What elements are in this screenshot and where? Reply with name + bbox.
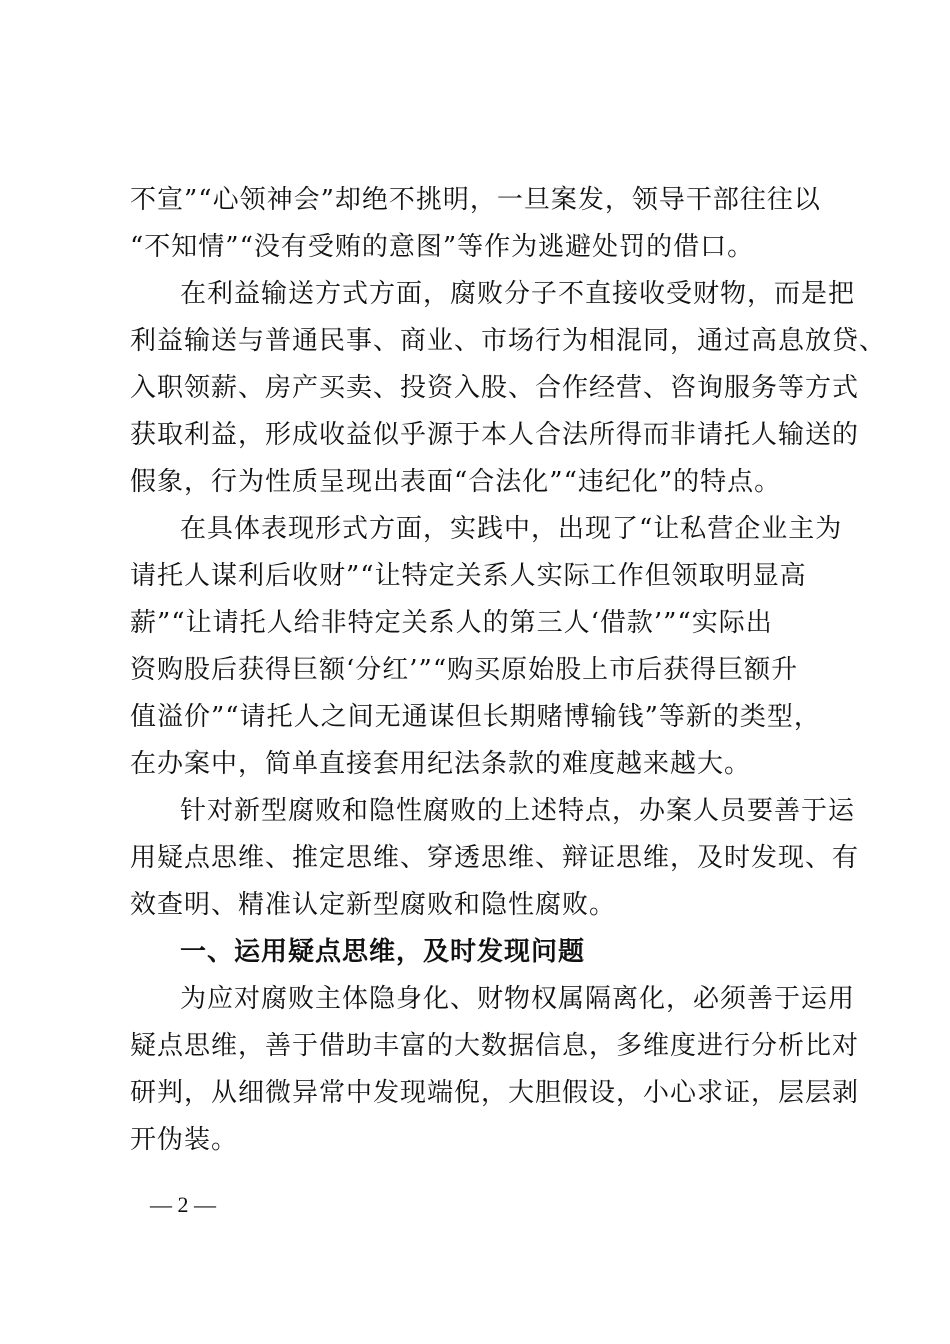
body-text-line: “不知情”“没有受贿的意图”等作为逃避处罚的借口。	[130, 232, 755, 262]
body-text-line: 利益输送与普通民事、商业、市场行为相混同，通过高息放贷、	[130, 326, 887, 356]
body-text-line: 薪”“让请托人给非特定关系人的第三人‘借款’”“实际出	[130, 608, 773, 638]
body-text-line: 为应对腐败主体隐身化、财物权属隔离化，必须善于运用	[180, 984, 856, 1014]
body-text-line: 用疑点思维、推定思维、穿透思维、辩证思维，及时发现、有	[130, 843, 860, 873]
body-text-line: 效查明、精准认定新型腐败和隐性腐败。	[130, 890, 617, 920]
body-text-line: 获取利益，形成收益似乎源于本人合法所得而非请托人输送的	[130, 420, 860, 450]
body-text-line: 请托人谋利后收财”“让特定关系人实际工作但领取明显高	[130, 561, 807, 591]
body-text-line: 假象，行为性质呈现出表面“合法化”“违纪化”的特点。	[130, 467, 782, 497]
body-text-line: 开伪装。	[130, 1125, 239, 1155]
body-text-line: 资购股后获得巨额‘分红’”“购买原始股上市后获得巨额升	[130, 655, 799, 685]
body-text-line: 不宣”“心领神会”却绝不挑明，一旦案发，领导干部往往以	[130, 185, 821, 215]
body-text-line: 针对新型腐败和隐性腐败的上述特点，办案人员要善于运	[180, 796, 856, 826]
body-text-line: 值溢价”“请托人之间无通谋但长期赌博输钱”等新的类型，	[130, 702, 821, 732]
body-text-line: 疑点思维，善于借助丰富的大数据信息，多维度进行分析比对	[130, 1031, 860, 1061]
body-text-line: 在利益输送方式方面，腐败分子不直接收受财物，而是把	[180, 279, 856, 309]
body-text-line: 在具体表现形式方面，实践中，出现了“让私营企业主为	[180, 514, 843, 544]
section-heading: 一、运用疑点思维，及时发现问题	[180, 937, 586, 967]
body-text-line: 在办案中，简单直接套用纪法条款的难度越来越大。	[130, 749, 752, 779]
page-number: — 2 —	[150, 1192, 216, 1217]
body-text-line: 入职领薪、房产买卖、投资入股、合作经营、咨询服务等方式	[130, 373, 860, 403]
body-text-line: 研判，从细微异常中发现端倪，大胆假设，小心求证，层层剥	[130, 1078, 860, 1108]
